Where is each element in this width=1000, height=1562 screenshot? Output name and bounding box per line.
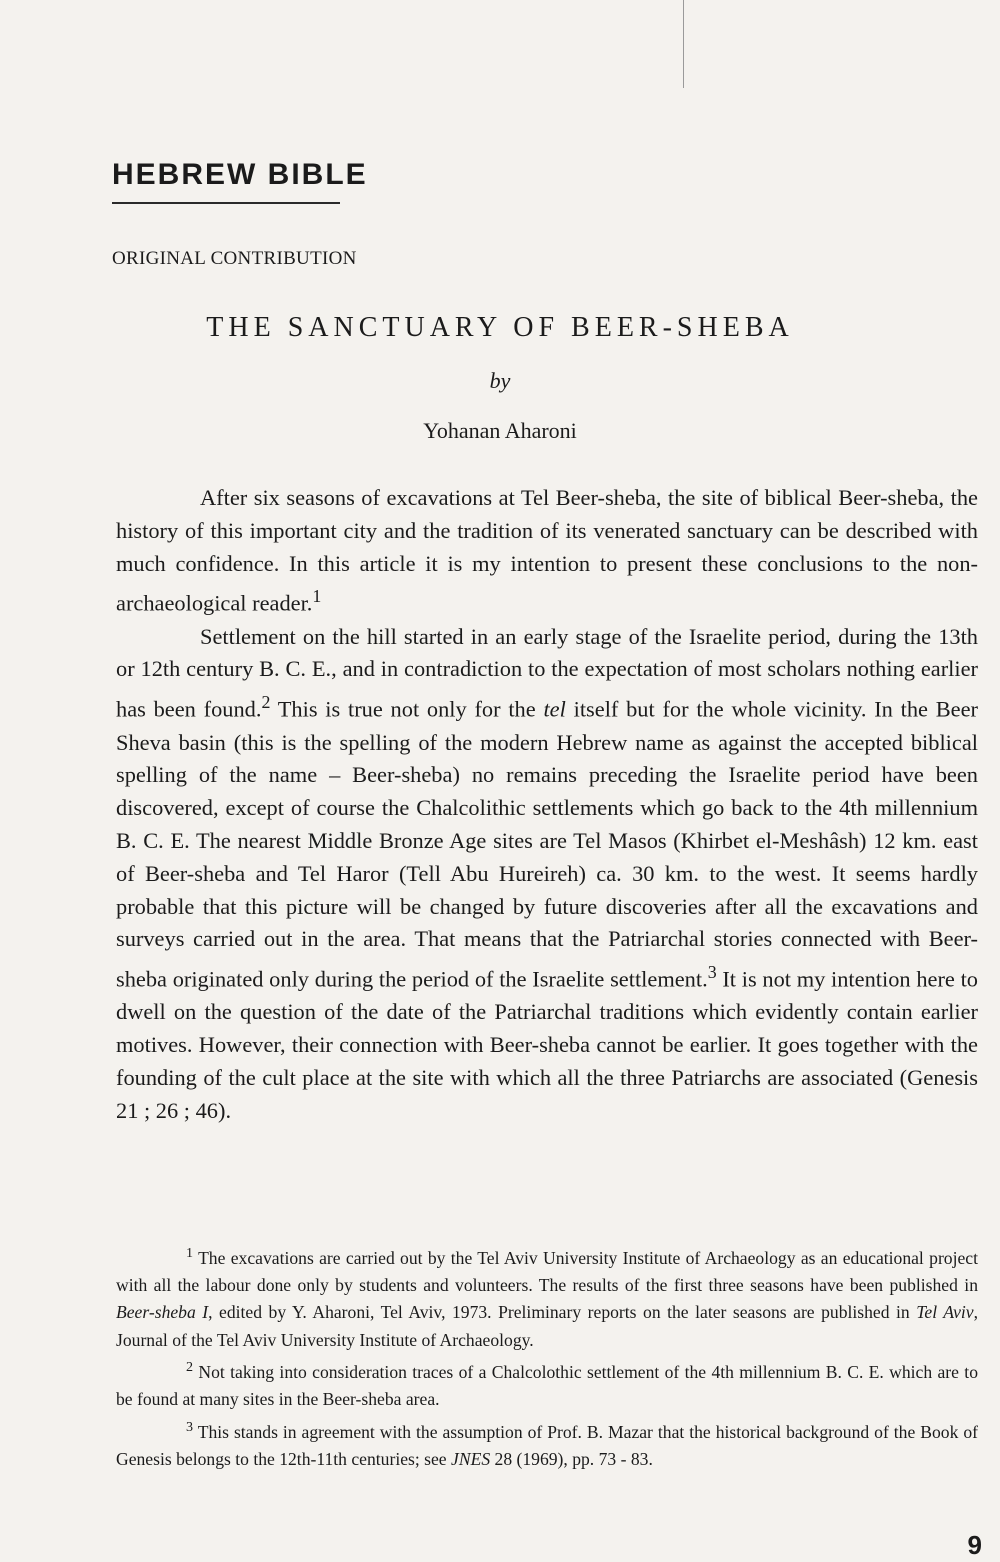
paragraph-text: This is true not only for the: [270, 696, 544, 722]
paragraph-text: After six seasons of excavations at Tel Beer-sheba, the site of biblical Beer-sheba, the history of this important city and the tradition of its venerated sanctuary can be described with much confidence. In this article it is my intention to present these conclusions to the non-archaeological reader.: [116, 485, 978, 616]
footnote-number: 2: [186, 1359, 194, 1376]
italic-term: tel: [543, 696, 566, 722]
section-heading-underline: [112, 202, 340, 204]
footnote-citation: JNES: [451, 1448, 491, 1469]
footnote-text: Not taking into consideration traces of a Chalcolothic settlement of the 4th millennium B. C. E. which are to be found at many sites in the Beer-sheba area.: [116, 1361, 978, 1410]
footnote-ref: 3: [707, 962, 717, 983]
article-title: THE SANCTUARY OF BEER-SHEBA: [206, 312, 794, 343]
footnote-text: , edited by Y. Aharoni, Tel Aviv, 1973. Preliminary reports on the later seasons are published in: [208, 1302, 917, 1323]
footnote-text: This stands in agreement with the assumption of Prof. B. Mazar that the historical background of the Book of Genesis belongs to the 12th-11th centuries; see: [116, 1421, 978, 1469]
article-category: ORIGINAL CONTRIBUTION: [112, 248, 357, 269]
footnote-number: 1: [186, 1245, 194, 1261]
footnote: [116, 1240, 978, 1354]
footnote-text: 28 (1969), pp. 73 - 83.: [490, 1448, 653, 1469]
paragraph-text: Settlement on the hill started in an early stage of the Israelite period, during the 13th or 12th century B. C. E., and in contradiction to the expectation of most scholars nothing earlier has been found.: [116, 623, 978, 722]
paragraph-text: It is not my intention here to dwell on the question of the date of the Patriarchal traditions which evidently contain earlier motives. However, their connection with Beer-sheba cannot be earlier. It goes together with the founding of the cult place at the site with which all the three Patriarchs are associated (Genesis 21 ; 26 ; 46).: [116, 966, 978, 1123]
article-body: [116, 482, 978, 1128]
footnotes: [116, 1240, 978, 1473]
body-paragraph: [116, 621, 978, 1128]
paragraph-text: itself but for the whole vicinity. In the Beer Sheva basin (this is the spelling of the modern Hebrew name as against the accepted biblical spelling of the name – Beer-sheba) no remains preceding the Israelite period have been discovered, except of course the Chalcolithic settlements which go back to the 4th millennium B. C. E. The nearest Middle Bronze Age sites are Tel Masos (Khirbet el-Meshâsh) 12 km. east of Beer-sheba and Tel Haror (Tell Abu Hureireh) ca. 30 km. to the west. It seems hardly probable that this picture will be changed by future discoveries after all the excavations and surveys carried out in the area. That means that the Patriarchal stories connected with Beer-sheba originated only during the period of the Israelite settlement.: [116, 696, 978, 992]
page-crease-line: [683, 0, 684, 88]
page-number: 9: [967, 1530, 982, 1560]
body-paragraph: [116, 482, 978, 621]
footnote-ref: 2: [261, 692, 271, 713]
footnote-citation: Beer-sheba I: [116, 1302, 209, 1323]
footnote-ref: 1: [312, 586, 322, 607]
byline-word: by: [489, 368, 511, 393]
footnote-number: 3: [186, 1418, 194, 1435]
footnote: [116, 1354, 978, 1413]
author-name: Yohanan Aharoni: [423, 418, 577, 443]
footnote-text: , Journal of the Tel Aviv University Institute of Archaeology.: [116, 1302, 978, 1350]
footnote-citation: Tel Aviv: [916, 1302, 974, 1323]
footnote: [116, 1414, 978, 1473]
section-heading: HEBREW BIBLE: [112, 158, 368, 191]
footnote-text: The excavations are carried out by the Tel Aviv University Institute of Archaeology as an educational project with all the labour done only by students and volunteers. The results of the first three seasons have been published in: [116, 1247, 978, 1296]
